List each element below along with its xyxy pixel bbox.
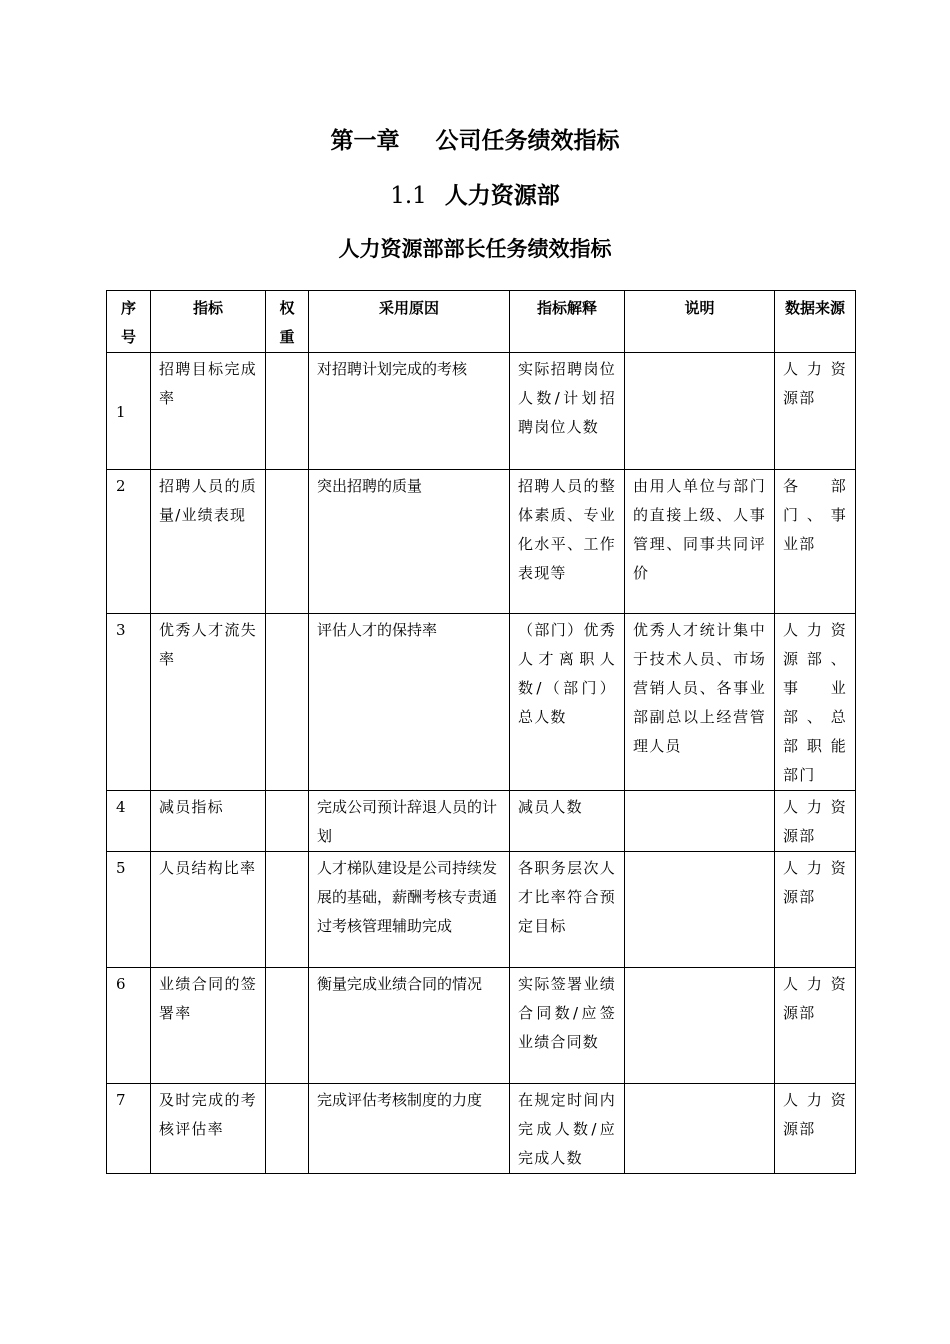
cell-source: 人力资源部 [775,1084,856,1174]
table-row [107,852,856,968]
cell-note [625,353,775,470]
cell-indicator: 人员结构比率 [151,852,266,968]
cell-source: 人力资源部 [775,791,856,852]
cell-note: 优秀人才统计集中于技术人员、市场营销人员、各事业部副总以上经营管理人员 [625,614,775,791]
cell-note [625,791,775,852]
cell-source: 各部门、事业部 [775,470,856,614]
cell-indicator: 减员指标 [151,791,266,852]
cell-weight [266,353,309,470]
cell-note [625,968,775,1084]
cell-source: 人力资源部 [775,353,856,470]
table-row [107,353,856,470]
cell-seq: 6 [107,968,151,1084]
chapter-title: 公司任务绩效指标 [435,128,620,154]
header-weight: 权重 [266,291,309,353]
cell-seq: 5 [107,852,151,968]
cell-note [625,1084,775,1174]
table-row [107,1084,856,1174]
kpi-table [106,290,856,1174]
cell-explain: 在规定时间内完成人数/应完成人数 [510,1084,625,1174]
cell-reason: 完成评估考核制度的力度 [309,1084,510,1174]
cell-reason: 人才梯队建设是公司持续发展的基础，薪酬考核专责通过考核管理辅助完成 [309,852,510,968]
cell-indicator: 招聘目标完成率 [151,353,266,470]
header-note: 说明 [625,291,775,353]
cell-explain: （部门）优秀人才离职人数/（部门）总人数 [510,614,625,791]
cell-weight [266,852,309,968]
cell-explain: 减员人数 [510,791,625,852]
cell-weight [266,470,309,614]
cell-reason: 突出招聘的质量 [309,470,510,614]
cell-seq: 4 [107,791,151,852]
cell-reason: 衡量完成业绩合同的情况 [309,968,510,1084]
chapter-number: 第一章 [330,128,400,154]
header-source: 数据来源 [775,291,856,353]
cell-reason: 评估人才的保持率 [309,614,510,791]
cell-reason: 对招聘计划完成的考核 [309,353,510,470]
table-row [107,614,856,791]
cell-weight [266,791,309,852]
cell-indicator: 及时完成的考核评估率 [151,1084,266,1174]
cell-indicator: 业绩合同的签署率 [151,968,266,1084]
cell-seq: 1 [107,353,151,470]
cell-seq: 7 [107,1084,151,1174]
cell-source: 人力资源部、事业部、总部职能部门 [775,614,856,791]
cell-weight [266,968,309,1084]
table-row [107,470,856,614]
table-row [107,968,856,1084]
table-row [107,791,856,852]
section-heading [0,177,950,210]
cell-weight [266,614,309,791]
cell-note: 由用人单位与部门的直接上级、人事管理、同事共同评价 [625,470,775,614]
cell-indicator: 优秀人才流失率 [151,614,266,791]
cell-source: 人力资源部 [775,852,856,968]
chapter-heading [0,122,950,155]
header-reason: 采用原因 [309,291,510,353]
cell-note [625,852,775,968]
cell-reason: 完成公司预计辞退人员的计划 [309,791,510,852]
cell-explain: 招聘人员的整体素质、专业化水平、工作表现等 [510,470,625,614]
header-seq: 序号 [107,291,151,353]
cell-seq: 2 [107,470,151,614]
section-number: 1.1 [390,183,427,209]
table-title: 人力资源部部长任务绩效指标 [338,237,612,261]
section-title: 人力资源部 [444,183,560,209]
cell-explain: 实际签署业绩合同数/应签业绩合同数 [510,968,625,1084]
header-explain: 指标解释 [510,291,625,353]
cell-explain: 实际招聘岗位人数/计划招聘岗位人数 [510,353,625,470]
header-indicator: 指标 [151,291,266,353]
cell-explain: 各职务层次人才比率符合预定目标 [510,852,625,968]
cell-weight [266,1084,309,1174]
table-header-row [107,291,856,353]
cell-source: 人力资源部 [775,968,856,1084]
cell-indicator: 招聘人员的质量/业绩表现 [151,470,266,614]
cell-seq: 3 [107,614,151,791]
